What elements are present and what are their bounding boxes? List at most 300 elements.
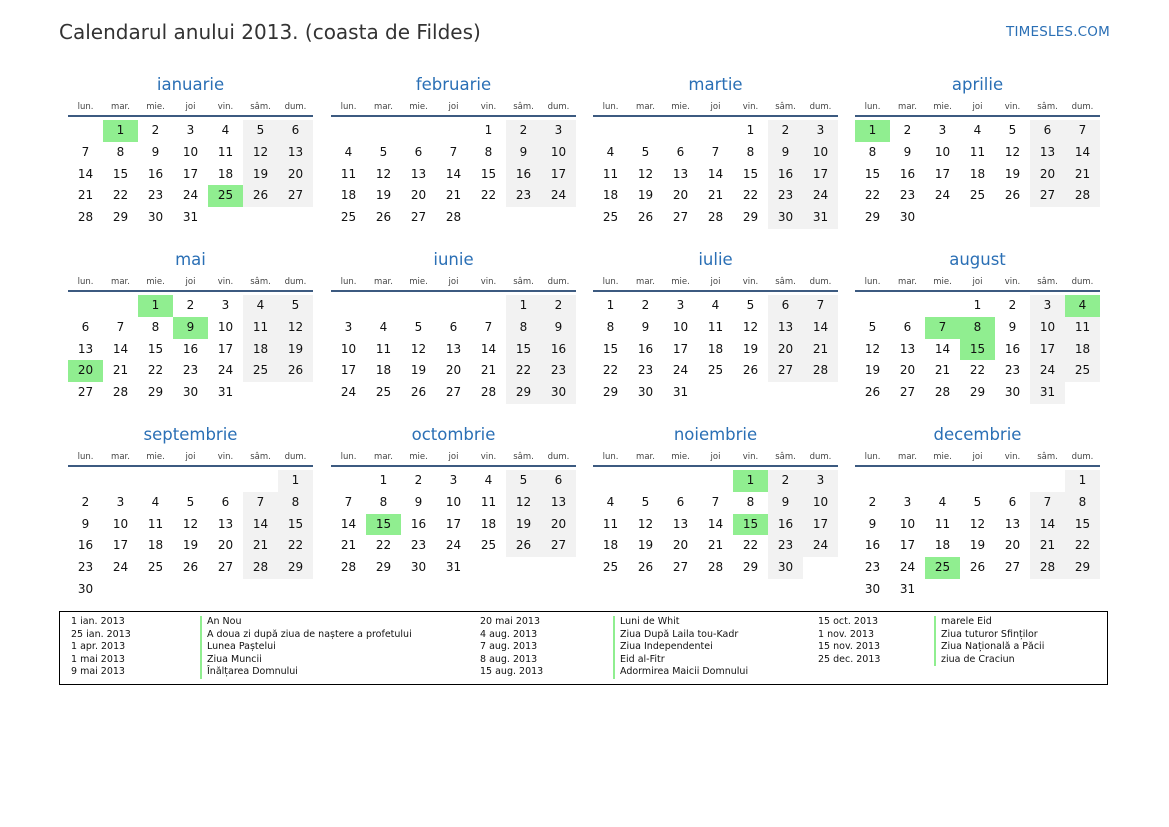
- empty-day-cell: [436, 120, 471, 142]
- day-cell: 27: [672, 560, 689, 575]
- day-cell: 10: [112, 516, 129, 531]
- weekday-label: vin.: [480, 277, 497, 287]
- weekday-label: mie.: [933, 102, 952, 112]
- day-cell: 16: [410, 516, 427, 531]
- day-cell: 29: [864, 210, 881, 225]
- day-cell: 19: [864, 363, 881, 378]
- day-cell: 3: [541, 120, 576, 142]
- legend-holiday-name: marele Eid: [941, 616, 992, 627]
- day-cell: 21: [112, 363, 129, 378]
- weekday-header: [855, 449, 1100, 467]
- empty-day-cell: [663, 120, 698, 142]
- days-grid: [855, 120, 1100, 229]
- day-cell: 19: [637, 538, 654, 553]
- day-cell: 9: [768, 492, 803, 514]
- day-cell: 19: [1004, 166, 1021, 181]
- weekday-label: joi: [185, 277, 196, 287]
- day-cell: 8: [746, 144, 755, 159]
- day-cell: 25: [480, 538, 497, 553]
- day-cell: 29: [742, 210, 759, 225]
- weekday-header: [855, 274, 1100, 292]
- day-cell: 5: [1008, 123, 1017, 137]
- day-cell: 9: [903, 144, 912, 159]
- weekday-label: sâm.: [775, 277, 796, 287]
- day-cell: 27: [899, 385, 916, 400]
- weekday-label: lun.: [340, 452, 357, 462]
- empty-day-cell: [628, 470, 663, 492]
- day-cell: 22: [602, 363, 619, 378]
- day-cell: 31: [1030, 382, 1065, 404]
- day-cell: 12: [410, 341, 427, 356]
- day-cell: 7: [1030, 492, 1065, 514]
- day-cell: 4: [221, 123, 230, 137]
- day-cell: 31: [182, 210, 199, 225]
- weekday-label: mie.: [409, 452, 428, 462]
- month-name: iunie: [433, 250, 474, 269]
- holiday-day-cell: 4: [1065, 295, 1100, 317]
- day-cell: 26: [506, 535, 541, 557]
- day-cell: 14: [445, 166, 462, 181]
- day-cell: 4: [938, 494, 947, 509]
- day-cell: 26: [637, 560, 654, 575]
- weekday-label: joi: [710, 102, 721, 112]
- legend-holiday-name: Eid al-Fitr: [620, 653, 665, 665]
- day-cell: 11: [375, 341, 392, 356]
- month-noiembrie: [593, 424, 838, 579]
- day-cell: 12: [182, 516, 199, 531]
- day-cell: 8: [151, 319, 160, 334]
- day-cell: 12: [375, 166, 392, 181]
- day-cell: 17: [541, 164, 576, 186]
- weekday-header: [331, 274, 576, 292]
- day-cell: 29: [506, 382, 541, 404]
- day-cell: 3: [116, 494, 125, 509]
- weekday-label: dum.: [809, 277, 832, 287]
- day-cell: 23: [1004, 363, 1021, 378]
- holiday-day-cell: 25: [208, 185, 243, 207]
- day-cell: 22: [147, 363, 164, 378]
- day-cell: 22: [480, 188, 497, 203]
- weekday-label: dum.: [1071, 452, 1094, 462]
- day-cell: 27: [77, 385, 94, 400]
- day-cell: 4: [243, 295, 278, 317]
- month-mai: [68, 249, 313, 404]
- empty-day-cell: [890, 295, 925, 317]
- month-septembrie: [68, 424, 313, 601]
- weekday-label: mar.: [111, 102, 130, 112]
- day-cell: 8: [606, 319, 615, 334]
- day-cell: 28: [1065, 185, 1100, 207]
- day-cell: 19: [182, 538, 199, 553]
- day-cell: 21: [340, 538, 357, 553]
- day-cell: 15: [1065, 514, 1100, 536]
- day-cell: 30: [77, 581, 94, 596]
- month-martie: [593, 74, 838, 229]
- day-cell: 6: [903, 319, 912, 334]
- day-cell: 24: [899, 560, 916, 575]
- day-cell: 18: [340, 188, 357, 203]
- day-cell: 3: [1030, 295, 1065, 317]
- day-cell: 26: [969, 560, 986, 575]
- day-cell: 3: [803, 470, 838, 492]
- weekday-label: dum.: [1071, 102, 1094, 112]
- day-cell: 29: [1065, 557, 1100, 579]
- day-cell: 24: [541, 185, 576, 207]
- day-cell: 18: [1065, 339, 1100, 361]
- day-cell: 15: [147, 341, 164, 356]
- holiday-day-cell: 1: [138, 295, 173, 317]
- day-cell: 13: [77, 341, 94, 356]
- legend-date: 15 aug. 2013: [480, 666, 544, 677]
- day-cell: 6: [1008, 494, 1017, 509]
- days-grid: [68, 470, 313, 601]
- weekday-label: mie.: [146, 277, 165, 287]
- day-cell: 9: [81, 516, 90, 531]
- day-cell: 5: [506, 470, 541, 492]
- month-august: [855, 249, 1100, 404]
- day-cell: 25: [707, 363, 724, 378]
- day-cell: 19: [506, 514, 541, 536]
- day-cell: 19: [637, 188, 654, 203]
- day-cell: 2: [151, 123, 160, 137]
- day-cell: 23: [147, 188, 164, 203]
- day-cell: 17: [340, 363, 357, 378]
- day-cell: 3: [344, 319, 353, 334]
- day-cell: 12: [742, 319, 759, 334]
- day-cell: 1: [484, 123, 493, 137]
- weekday-label: joi: [448, 102, 459, 112]
- weekday-label: lun.: [602, 102, 619, 112]
- day-cell: 15: [506, 339, 541, 361]
- month-name: octombrie: [411, 425, 496, 444]
- empty-day-cell: [173, 470, 208, 492]
- day-cell: 24: [217, 363, 234, 378]
- weekday-label: mar.: [111, 277, 130, 287]
- day-cell: 5: [641, 494, 650, 509]
- empty-day-cell: [401, 120, 436, 142]
- legend-holiday-name: ziua de Craciun: [941, 653, 1015, 665]
- empty-day-cell: [68, 295, 103, 317]
- day-cell: 28: [707, 210, 724, 225]
- weekday-label: joi: [972, 452, 983, 462]
- weekday-label: sâm.: [250, 452, 271, 462]
- day-cell: 25: [375, 385, 392, 400]
- empty-day-cell: [698, 120, 733, 142]
- day-cell: 12: [506, 492, 541, 514]
- empty-day-cell: [925, 470, 960, 492]
- weekday-label: mar.: [636, 277, 655, 287]
- day-cell: 10: [934, 144, 951, 159]
- legend-dates-column: [818, 616, 880, 666]
- weekday-label: mie.: [409, 277, 428, 287]
- day-cell: 29: [602, 385, 619, 400]
- day-cell: 20: [1004, 538, 1021, 553]
- day-cell: 31: [445, 560, 462, 575]
- day-cell: 10: [340, 341, 357, 356]
- day-cell: 21: [934, 363, 951, 378]
- day-cell: 24: [445, 538, 462, 553]
- legend-holiday-name: An Nou: [207, 616, 242, 627]
- day-cell: 5: [746, 298, 755, 312]
- day-cell: 30: [637, 385, 654, 400]
- day-cell: 11: [217, 144, 234, 159]
- day-cell: 4: [379, 319, 388, 334]
- legend-date: 15 oct. 2013: [818, 616, 879, 627]
- day-cell: 15: [742, 166, 759, 181]
- day-cell: 5: [186, 494, 195, 509]
- day-cell: 18: [934, 538, 951, 553]
- weekday-label: lun.: [864, 102, 881, 112]
- empty-day-cell: [593, 120, 628, 142]
- days-grid: [68, 295, 313, 404]
- day-cell: 20: [410, 188, 427, 203]
- day-cell: 8: [1065, 492, 1100, 514]
- day-cell: 7: [449, 144, 458, 159]
- day-cell: 13: [217, 516, 234, 531]
- day-cell: 4: [606, 144, 615, 159]
- day-cell: 27: [1004, 560, 1021, 575]
- month-ianuarie: [68, 74, 313, 229]
- day-cell: 21: [480, 363, 497, 378]
- weekday-label: mar.: [374, 102, 393, 112]
- legend-date: 7 aug. 2013: [480, 641, 538, 652]
- day-cell: 10: [445, 494, 462, 509]
- empty-day-cell: [855, 295, 890, 317]
- day-cell: 3: [903, 494, 912, 509]
- month-name: februarie: [415, 75, 492, 94]
- day-cell: 23: [637, 363, 654, 378]
- holiday-day-cell: 7: [925, 317, 960, 339]
- month-name: mai: [175, 250, 206, 269]
- empty-day-cell: [68, 470, 103, 492]
- day-cell: 10: [803, 142, 838, 164]
- day-cell: 10: [803, 492, 838, 514]
- day-cell: 3: [938, 123, 947, 137]
- day-cell: 16: [77, 538, 94, 553]
- weekday-label: sâm.: [513, 277, 534, 287]
- weekday-header: [331, 449, 576, 467]
- day-cell: 22: [742, 188, 759, 203]
- day-cell: 19: [410, 363, 427, 378]
- empty-day-cell: [628, 120, 663, 142]
- day-cell: 5: [379, 144, 388, 159]
- day-cell: 4: [344, 144, 353, 159]
- day-cell: 8: [278, 492, 313, 514]
- day-cell: 16: [637, 341, 654, 356]
- day-cell: 9: [414, 494, 423, 509]
- weekday-label: sâm.: [1037, 277, 1058, 287]
- day-cell: 25: [147, 560, 164, 575]
- day-cell: 13: [278, 142, 313, 164]
- weekday-label: sâm.: [250, 102, 271, 112]
- empty-day-cell: [366, 295, 401, 317]
- day-cell: 8: [379, 494, 388, 509]
- day-cell: 31: [803, 207, 838, 229]
- day-cell: 29: [969, 385, 986, 400]
- day-cell: 10: [1030, 317, 1065, 339]
- day-cell: 21: [445, 188, 462, 203]
- day-cell: 5: [973, 494, 982, 509]
- legend-date: 4 aug. 2013: [480, 628, 538, 640]
- day-cell: 7: [116, 319, 125, 334]
- day-cell: 13: [1030, 142, 1065, 164]
- day-cell: 20: [217, 538, 234, 553]
- month-name: martie: [688, 75, 743, 94]
- empty-day-cell: [698, 470, 733, 492]
- weekday-label: joi: [185, 452, 196, 462]
- day-cell: 25: [969, 188, 986, 203]
- legend-holiday-name: Ziua Națională a Păcii: [941, 641, 1045, 652]
- holiday-day-cell: 15: [733, 514, 768, 536]
- weekday-header: [68, 99, 313, 117]
- weekday-label: lun.: [340, 277, 357, 287]
- weekday-label: vin.: [1004, 452, 1021, 462]
- day-cell: 14: [707, 166, 724, 181]
- weekday-label: sâm.: [250, 277, 271, 287]
- day-cell: 4: [711, 298, 720, 312]
- day-cell: 7: [81, 144, 90, 159]
- days-grid: [331, 470, 576, 579]
- day-cell: 21: [803, 339, 838, 361]
- day-cell: 20: [278, 164, 313, 186]
- day-cell: 10: [541, 142, 576, 164]
- empty-day-cell: [663, 470, 698, 492]
- day-cell: 2: [81, 494, 90, 509]
- month-name: septembrie: [143, 425, 238, 444]
- legend-holiday-name: Ziua Muncii: [207, 653, 262, 665]
- days-grid: [855, 295, 1100, 404]
- day-cell: 19: [969, 538, 986, 553]
- day-cell: 13: [672, 516, 689, 531]
- weekday-label: mar.: [636, 102, 655, 112]
- day-cell: 26: [182, 560, 199, 575]
- day-cell: 17: [112, 538, 129, 553]
- weekday-label: vin.: [480, 102, 497, 112]
- day-cell: 4: [151, 494, 160, 509]
- day-cell: 9: [1008, 319, 1017, 334]
- day-cell: 12: [637, 516, 654, 531]
- day-cell: 22: [742, 538, 759, 553]
- day-cell: 24: [803, 535, 838, 557]
- day-cell: 26: [410, 385, 427, 400]
- legend-date: 1 apr. 2013: [71, 641, 126, 652]
- legend-holiday-name: Ziua tuturor Sfinților: [941, 628, 1038, 640]
- holiday-legend: [59, 611, 1108, 685]
- day-cell: 6: [541, 470, 576, 492]
- weekday-label: joi: [185, 102, 196, 112]
- empty-day-cell: [366, 120, 401, 142]
- day-cell: 13: [410, 166, 427, 181]
- weekday-header: [593, 274, 838, 292]
- holiday-day-cell: 1: [733, 470, 768, 492]
- month-name: aprilie: [951, 75, 1004, 94]
- day-cell: 17: [445, 516, 462, 531]
- weekday-label: vin.: [1004, 277, 1021, 287]
- day-cell: 9: [868, 516, 877, 531]
- month-name: august: [949, 250, 1006, 269]
- empty-day-cell: [471, 295, 506, 317]
- day-cell: 28: [707, 560, 724, 575]
- day-cell: 17: [1030, 339, 1065, 361]
- day-cell: 21: [77, 188, 94, 203]
- weekday-label: dum.: [284, 102, 307, 112]
- weekday-label: joi: [972, 102, 983, 112]
- day-cell: 1: [746, 123, 755, 137]
- day-cell: 24: [112, 560, 129, 575]
- day-cell: 7: [484, 319, 493, 334]
- weekday-label: mie.: [146, 102, 165, 112]
- day-cell: 13: [899, 341, 916, 356]
- weekday-label: mar.: [636, 452, 655, 462]
- day-cell: 9: [151, 144, 160, 159]
- day-cell: 26: [278, 360, 313, 382]
- day-cell: 3: [221, 298, 230, 312]
- day-cell: 14: [112, 341, 129, 356]
- empty-day-cell: [243, 470, 278, 492]
- weekday-label: dum.: [1071, 277, 1094, 287]
- day-cell: 23: [182, 363, 199, 378]
- day-cell: 18: [480, 516, 497, 531]
- day-cell: 23: [768, 535, 803, 557]
- legend-date: 9 mai 2013: [71, 666, 125, 677]
- day-cell: 18: [147, 538, 164, 553]
- day-cell: 28: [480, 385, 497, 400]
- day-cell: 16: [506, 164, 541, 186]
- day-cell: 22: [375, 538, 392, 553]
- day-cell: 25: [340, 210, 357, 225]
- day-cell: 17: [217, 341, 234, 356]
- weekday-label: lun.: [602, 277, 619, 287]
- day-cell: 26: [1004, 188, 1021, 203]
- month-name: noiembrie: [673, 425, 758, 444]
- day-cell: 27: [541, 535, 576, 557]
- day-cell: 10: [672, 319, 689, 334]
- weekday-label: sâm.: [1037, 102, 1058, 112]
- legend-dates-column: [480, 616, 543, 679]
- day-cell: 18: [707, 341, 724, 356]
- day-cell: 18: [243, 339, 278, 361]
- day-cell: 15: [602, 341, 619, 356]
- weekday-label: lun.: [340, 102, 357, 112]
- day-cell: 1: [506, 295, 541, 317]
- day-cell: 26: [864, 385, 881, 400]
- weekday-label: sâm.: [775, 452, 796, 462]
- day-cell: 11: [147, 516, 164, 531]
- day-cell: 5: [868, 319, 877, 334]
- empty-day-cell: [68, 120, 103, 142]
- day-cell: 20: [768, 339, 803, 361]
- day-cell: 15: [480, 166, 497, 181]
- day-cell: 7: [803, 295, 838, 317]
- empty-day-cell: [925, 295, 960, 317]
- weekday-label: mie.: [146, 452, 165, 462]
- day-cell: 22: [1065, 535, 1100, 557]
- day-cell: 5: [414, 319, 423, 334]
- weekday-label: vin.: [742, 102, 759, 112]
- day-cell: 23: [410, 538, 427, 553]
- day-cell: 13: [672, 166, 689, 181]
- brand-link[interactable]: TIMESLES.COM: [1006, 24, 1110, 40]
- legend-dates-column: [71, 616, 131, 679]
- day-cell: 6: [414, 144, 423, 159]
- day-cell: 8: [868, 144, 877, 159]
- weekday-label: joi: [448, 277, 459, 287]
- legend-names-column: [200, 616, 412, 679]
- weekday-label: sâm.: [775, 102, 796, 112]
- empty-day-cell: [331, 120, 366, 142]
- day-cell: 30: [147, 210, 164, 225]
- day-cell: 3: [676, 298, 685, 312]
